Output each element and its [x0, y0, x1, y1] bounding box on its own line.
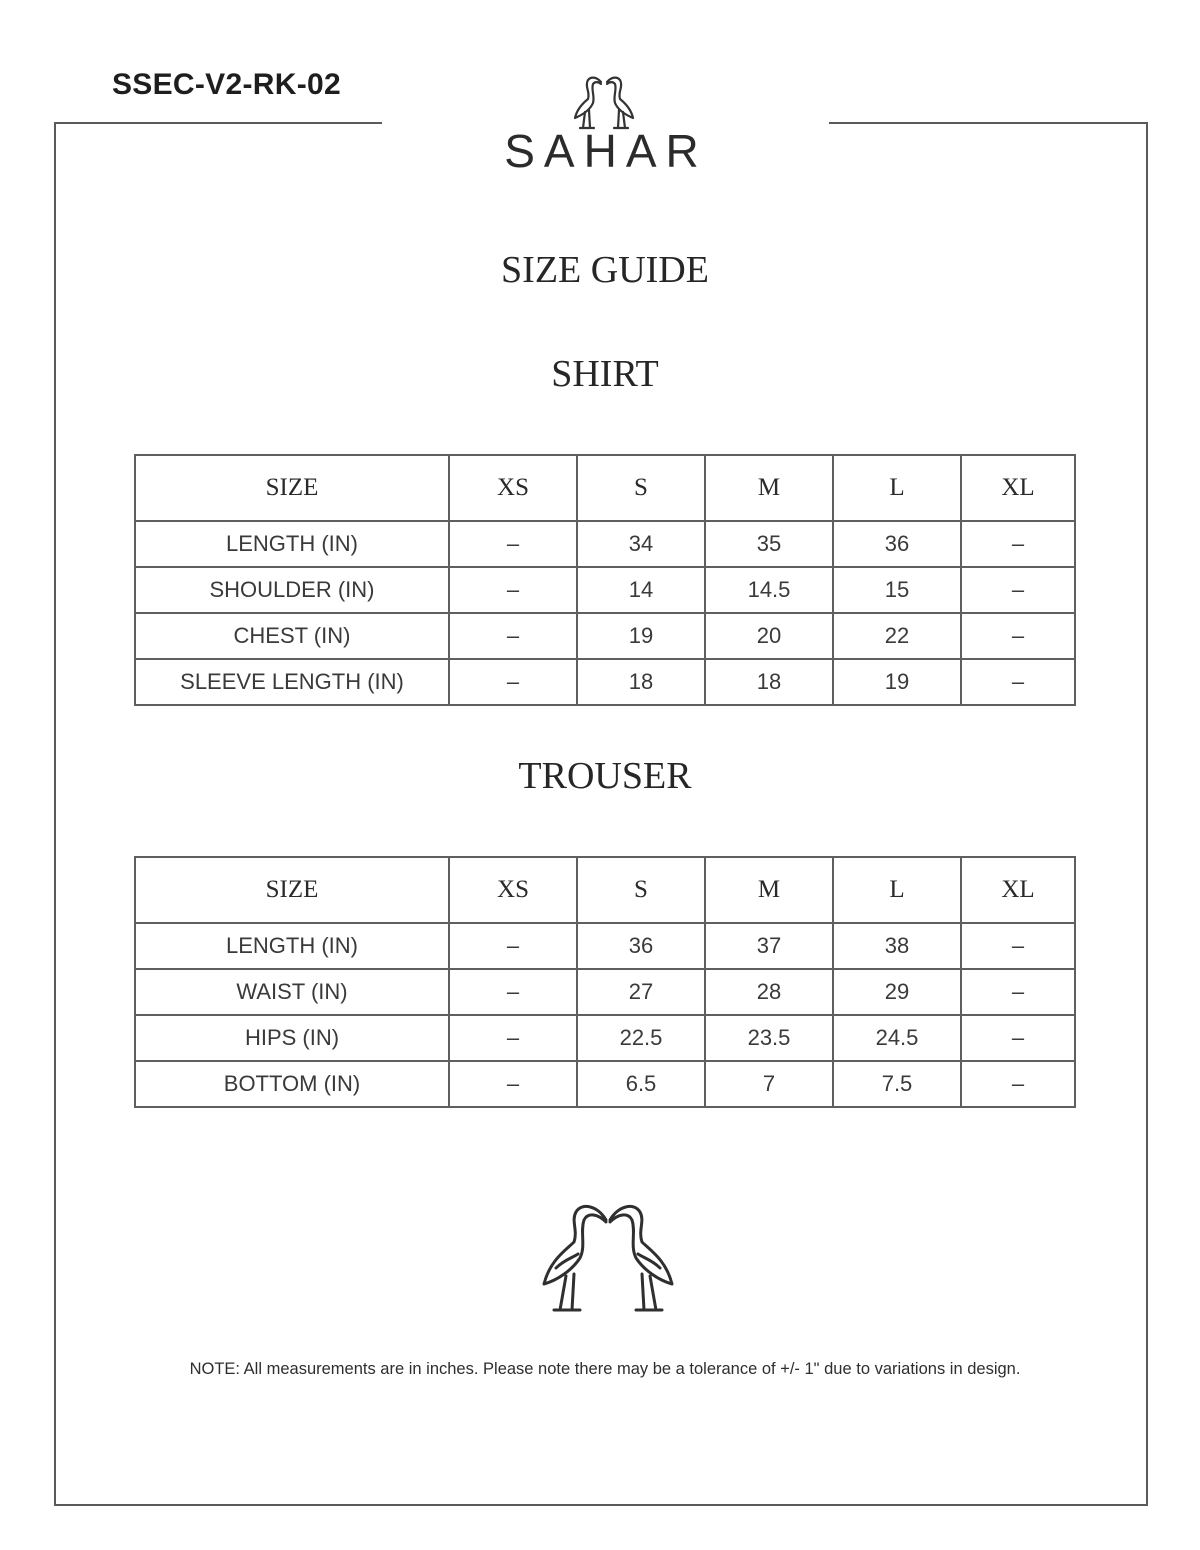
- brand-name: SAHAR: [504, 125, 708, 177]
- table-cell: –: [961, 521, 1075, 567]
- table-cell: –: [449, 613, 577, 659]
- table-cell: –: [449, 521, 577, 567]
- table-cell: –: [961, 969, 1075, 1015]
- row-label: SLEEVE LENGTH (IN): [135, 659, 449, 705]
- table-cell: 22.5: [577, 1015, 705, 1061]
- table-row: [135, 1015, 1075, 1061]
- table-row: [135, 521, 1075, 567]
- table-cell: 28: [705, 969, 833, 1015]
- frame-right: [1146, 122, 1148, 1506]
- table-header-row: [135, 857, 1075, 923]
- table-cell: 35: [705, 521, 833, 567]
- column-header: L: [833, 857, 961, 923]
- table-cell: 37: [705, 923, 833, 969]
- table-cell: 15: [833, 567, 961, 613]
- column-header: XS: [449, 455, 577, 521]
- trouser-size-table: [134, 856, 1076, 1108]
- table-cell: –: [449, 1015, 577, 1061]
- table-cell: –: [449, 1061, 577, 1107]
- trouser-heading: TROUSER: [518, 755, 692, 797]
- shirt-size-table: [134, 454, 1076, 706]
- table-cell: 34: [577, 521, 705, 567]
- table-row: [135, 923, 1075, 969]
- table-cell: 18: [705, 659, 833, 705]
- table-cell: 6.5: [577, 1061, 705, 1107]
- page-title: SIZE GUIDE: [501, 249, 709, 291]
- table-cell: –: [961, 567, 1075, 613]
- table-cell: 14.5: [705, 567, 833, 613]
- column-header: S: [577, 455, 705, 521]
- table-cell: 27: [577, 969, 705, 1015]
- table-header-row: [135, 455, 1075, 521]
- row-label: BOTTOM (IN): [135, 1061, 449, 1107]
- column-header: SIZE: [135, 455, 449, 521]
- table-cell: 38: [833, 923, 961, 969]
- table-cell: –: [961, 659, 1075, 705]
- row-label: LENGTH (IN): [135, 923, 449, 969]
- table-cell: –: [449, 659, 577, 705]
- table-cell: –: [961, 1061, 1075, 1107]
- row-label: HIPS (IN): [135, 1015, 449, 1061]
- table-cell: 19: [833, 659, 961, 705]
- table-cell: 14: [577, 567, 705, 613]
- table-cell: –: [961, 923, 1075, 969]
- column-header: XS: [449, 857, 577, 923]
- heron-logo-icon: [568, 72, 640, 132]
- table-cell: 36: [833, 521, 961, 567]
- column-header: XL: [961, 455, 1075, 521]
- frame-left: [54, 122, 56, 1506]
- row-label: LENGTH (IN): [135, 521, 449, 567]
- table-cell: 29: [833, 969, 961, 1015]
- table-cell: –: [449, 923, 577, 969]
- row-label: WAIST (IN): [135, 969, 449, 1015]
- table-cell: –: [961, 613, 1075, 659]
- column-header: XL: [961, 857, 1075, 923]
- measurement-note: NOTE: All measurements are in inches. Please note there may be a tolerance of +/- 1" due to variations in design.: [189, 1360, 1021, 1378]
- table-row: [135, 567, 1075, 613]
- shirt-heading: SHIRT: [551, 353, 659, 395]
- table-cell: 20: [705, 613, 833, 659]
- column-header: L: [833, 455, 961, 521]
- table-cell: –: [449, 567, 577, 613]
- table-cell: 7: [705, 1061, 833, 1107]
- row-label: SHOULDER (IN): [135, 567, 449, 613]
- table-cell: 22: [833, 613, 961, 659]
- table-cell: 36: [577, 923, 705, 969]
- product-code: SSEC-V2-RK-02: [112, 68, 341, 101]
- table-cell: 23.5: [705, 1015, 833, 1061]
- table-row: [135, 613, 1075, 659]
- table-cell: –: [449, 969, 577, 1015]
- column-header: M: [705, 455, 833, 521]
- column-header: M: [705, 857, 833, 923]
- table-row: [135, 659, 1075, 705]
- table-row: [135, 969, 1075, 1015]
- table-cell: 7.5: [833, 1061, 961, 1107]
- table-cell: 19: [577, 613, 705, 659]
- table-cell: 18: [577, 659, 705, 705]
- row-label: CHEST (IN): [135, 613, 449, 659]
- frame-bottom: [54, 1504, 1148, 1506]
- twin-heron-icon: [536, 1198, 680, 1318]
- table-row: [135, 1061, 1075, 1107]
- column-header: SIZE: [135, 857, 449, 923]
- table-cell: –: [961, 1015, 1075, 1061]
- column-header: S: [577, 857, 705, 923]
- table-cell: 24.5: [833, 1015, 961, 1061]
